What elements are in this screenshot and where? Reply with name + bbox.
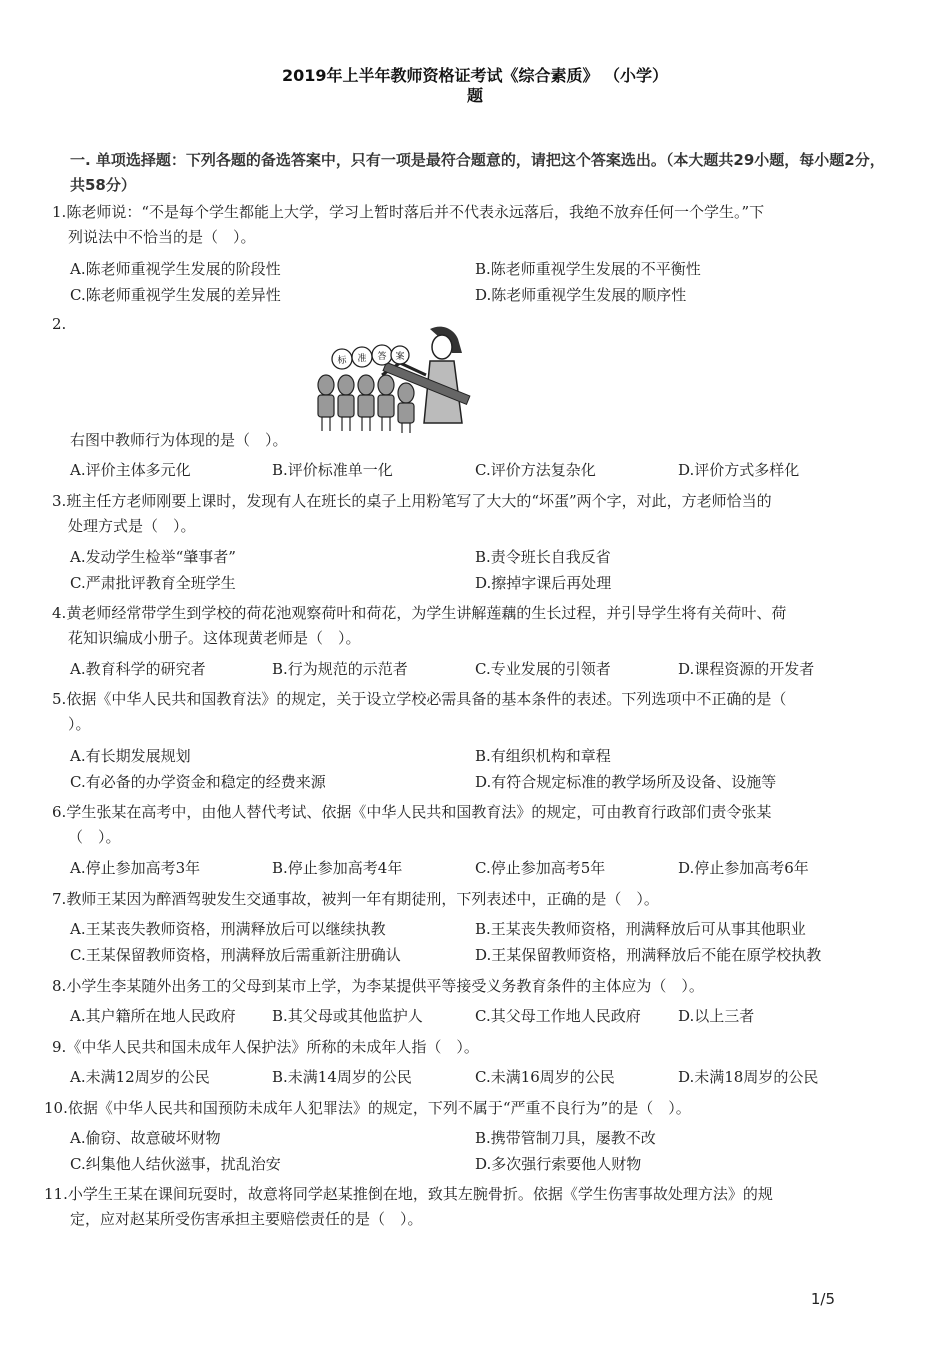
question-stem: 依据《中华人民共和国预防未成年人犯罪法》的规定，下列不属于“严重不良行为”的是（ ）。 [67, 1099, 691, 1117]
title-line-2: 题 [466, 86, 483, 105]
option-c: C.停止参加高考5年 [475, 859, 606, 877]
option-c: C.专业发展的引领者 [475, 660, 611, 678]
option-c: C.其父母工作地人民政府 [475, 1007, 641, 1025]
cartoon-illustration [312, 323, 472, 435]
question-stem-cont: 列说法中不恰当的是（ ）。 [68, 228, 256, 246]
option-a: A.未满12周岁的公民 [70, 1068, 210, 1086]
question-stem: 陈老师说：“不是每个学生都能上大学，学习上暂时落后并不代表永远落后，我绝不放弃任何一个学生。”下 [66, 203, 765, 221]
question-stem: 教师王某因为醉酒驾驶发生交通事故，被判一年有期徒刑，下列表述中，正确的是（ ）。 [66, 890, 659, 908]
question-2-stem: 右图中教师行为体现的是（ ）。 [70, 431, 288, 449]
option-c: C.王某保留教师资格，刑满释放后需重新注册确认 [70, 946, 401, 964]
question-stem-cont: 定，应对赵某所受伤害承担主要赔偿责任的是（ ）。 [70, 1210, 423, 1228]
option-b: B.携带管制刀具，屡教不改 [475, 1129, 656, 1147]
question-7 [52, 887, 882, 912]
question-number: 9. [52, 1038, 67, 1056]
option-b: B.未满14周岁的公民 [272, 1068, 412, 1086]
question-stem: 班主任方老师刚要上课时，发现有人在班长的桌子上用粉笔写了大大的“坏蛋”两个字，对此，方老师恰当的 [66, 492, 772, 510]
svg-text:准: 准 [357, 354, 367, 364]
page-number: 1/5 [810, 1290, 835, 1308]
question-number: 6. [52, 803, 67, 821]
question-number: 8. [52, 977, 67, 995]
option-a: A.发动学生检举“肇事者” [70, 548, 236, 566]
option-b: B.有组织机构和章程 [475, 747, 611, 765]
option-c: C.陈老师重视学生发展的差异性 [70, 286, 281, 304]
option-b: B.评价标准单一化 [272, 461, 393, 479]
svg-text:答: 答 [377, 352, 387, 362]
option-d: D.有符合规定标准的教学场所及设备、设施等 [475, 773, 777, 791]
option-d: D.停止参加高考6年 [678, 859, 809, 877]
question-5 [52, 687, 882, 737]
option-d: D.以上三者 [678, 1007, 755, 1025]
question-1 [52, 200, 882, 250]
option-b: B.王某丧失教师资格，刑满释放后可从事其他职业 [475, 920, 806, 938]
question-8 [52, 974, 882, 999]
question-4 [52, 601, 882, 651]
question-number: 3. [52, 492, 67, 510]
question-number: 4. [52, 604, 67, 622]
option-a: A.偷窃、故意破坏财物 [70, 1129, 221, 1147]
svg-text:标: 标 [337, 356, 347, 366]
option-c: C.严肃批评教育全班学生 [70, 574, 236, 592]
question-stem: 小学生王某在课间玩耍时，故意将同学赵某推倒在地，致其左腕骨折。依据《学生伤害事故处理方法》的规 [67, 1185, 773, 1203]
svg-text:案: 案 [395, 352, 405, 362]
option-c: C.评价方法复杂化 [475, 461, 596, 479]
option-b: B.行为规范的示范者 [272, 660, 408, 678]
question-number: 11. [44, 1185, 68, 1203]
option-b: B.其父母或其他监护人 [272, 1007, 423, 1025]
question-stem: 学生张某在高考中，由他人替代考试、依据《中华人民共和国教育法》的规定，可由教育行政部们责令张某 [66, 803, 772, 821]
option-c: C.有必备的办学资金和稳定的经费来源 [70, 773, 326, 791]
option-b: B.停止参加高考4年 [272, 859, 403, 877]
question-11 [44, 1182, 874, 1232]
question-number: 1. [52, 203, 67, 221]
option-c: C.未满16周岁的公民 [475, 1068, 615, 1086]
question-9 [52, 1035, 882, 1060]
question-stem: 《中华人民共和国未成年人保护法》所称的未成年人指（ ）。 [66, 1038, 479, 1056]
question-number: 5. [52, 690, 67, 708]
question-6 [52, 800, 882, 850]
option-a: A.陈老师重视学生发展的阶段性 [70, 260, 281, 278]
option-c: C.纠集他人结伙滋事，扰乱治安 [70, 1155, 281, 1173]
question-stem: 小学生李某随外出务工的父母到某市上学，为李某提供平等接受义务教育条件的主体应为（ ）。 [66, 977, 704, 995]
option-d: D.王某保留教师资格，刑满释放后不能在原学校执教 [475, 946, 822, 964]
question-stem: 黄老师经常带学生到学校的荷花池观察荷叶和荷花，为学生讲解莲藕的生长过程，并引导学生将有关荷叶、荷 [66, 604, 787, 622]
question-number: 10. [44, 1099, 68, 1117]
option-a: A.有长期发展规划 [70, 747, 191, 765]
question-number: 2. [52, 315, 67, 333]
option-a: A.其户籍所在地人民政府 [70, 1007, 236, 1025]
option-d: D.评价方式多样化 [678, 461, 800, 479]
option-b: B.责令班长自我反省 [475, 548, 611, 566]
section-heading: 一. 单项选择题：下列各题的备选答案中，只有一项是最符合题意的，请把这个答案选出。（本大题共29小题，每小题2分，共58分） [70, 151, 885, 194]
option-a: A.王某丧失教师资格，刑满释放后可以继续执教 [70, 920, 386, 938]
option-a: A.教育科学的研究者 [70, 660, 206, 678]
option-d: D.多次强行索要他人财物 [475, 1155, 642, 1173]
option-d: D.擦掉字课后再处理 [475, 574, 612, 592]
option-a: A.停止参加高考3年 [70, 859, 201, 877]
exam-title [0, 66, 950, 106]
question-3 [52, 489, 882, 539]
question-number: 7. [52, 890, 67, 908]
question-stem-cont: ）。 [68, 715, 91, 733]
question-10 [44, 1096, 874, 1121]
question-stem-cont: 处理方式是（ ）。 [68, 517, 196, 535]
option-a: A.评价主体多元化 [70, 461, 191, 479]
question-stem-cont: （ ）。 [68, 828, 121, 846]
option-d: D.陈老师重视学生发展的顺序性 [475, 286, 687, 304]
title-line-1: 2019年上半年教师资格证考试《综合素质》 （小学） [281, 66, 669, 85]
option-d: D.课程资源的开发者 [678, 660, 815, 678]
option-b: B.陈老师重视学生发展的不平衡性 [475, 260, 701, 278]
question-stem: 依据《中华人民共和国教育法》的规定，关于设立学校必需具备的基本条件的表述。下列选项中不正确的是（ [66, 690, 787, 708]
option-d: D.未满18周岁的公民 [678, 1068, 819, 1086]
question-stem-cont: 花知识编成小册子。这体现黄老师是（ ）。 [68, 629, 361, 647]
